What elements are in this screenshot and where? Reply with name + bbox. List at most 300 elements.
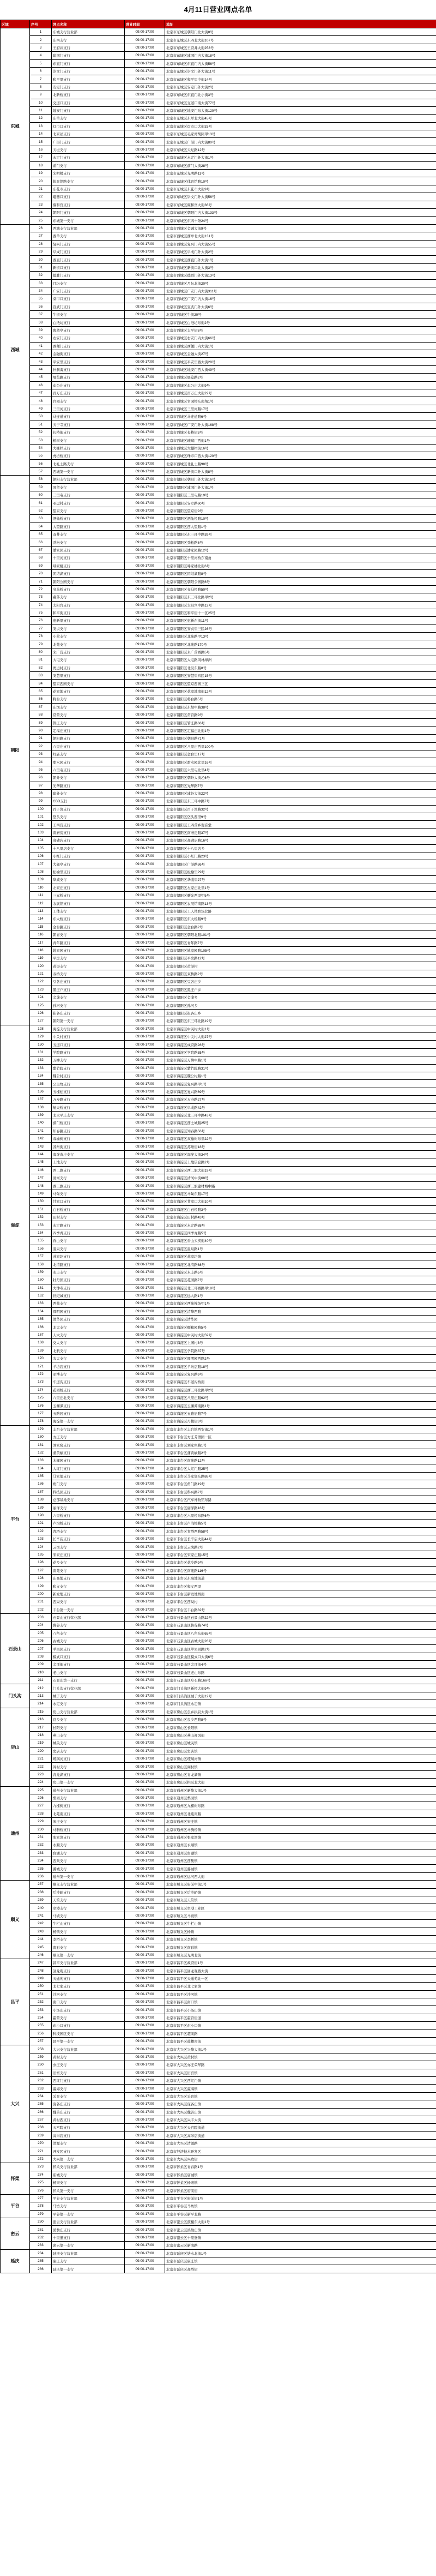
branch-name-cell: 总部基地支行 <box>52 1496 125 1504</box>
seq-cell: 169 <box>30 1347 52 1354</box>
address-cell: 北京市丰台区东高地街道 <box>165 1574 436 1582</box>
table-row <box>1 962 436 970</box>
address-cell: 北京市朝阳区崔各庄乡 <box>165 1009 436 1017</box>
branch-name-cell: 白石桥支行 <box>52 1205 125 1213</box>
table-row <box>1 578 436 585</box>
hours-cell: 09:00-17:00 <box>125 1590 165 1598</box>
table-row <box>1 1881 436 1888</box>
address-cell: 北京市朝阳区望京街9号 <box>165 507 436 514</box>
seq-cell: 279 <box>30 2210 52 2218</box>
address-cell: 北京市西城区德胜门外大街13号 <box>165 272 436 279</box>
hours-cell: 09:00-17:00 <box>125 1818 165 1826</box>
address-cell: 北京市海淀区中关村大街1号 <box>165 1025 436 1032</box>
hours-cell: 09:00-17:00 <box>125 170 165 177</box>
address-cell: 北京市朝阳区东三环北路19号 <box>165 1017 436 1025</box>
seq-cell: 190 <box>30 1511 52 1519</box>
seq-cell: 172 <box>30 1370 52 1378</box>
branch-name-cell: 黄村西支行 <box>52 2116 125 2123</box>
address-cell: 北京市丰台区方庄芳群园一区 <box>165 1433 436 1440</box>
table-row <box>1 2076 436 2084</box>
table-row <box>1 2029 436 2037</box>
branch-name-cell: 朝阳支行营业部 <box>52 476 125 483</box>
hours-cell: 09:00-17:00 <box>125 1920 165 1928</box>
table-row <box>1 1457 436 1464</box>
table-row <box>1 2061 436 2069</box>
hours-cell: 09:00-17:00 <box>125 1629 165 1637</box>
hours-cell: 09:00-17:00 <box>125 1763 165 1770</box>
address-cell: 北京市朝阳区团结湖路8号 <box>165 569 436 577</box>
branch-name-cell: 大兴支行营业部 <box>52 2045 125 2053</box>
branch-name-cell: 通州第一支行 <box>52 1872 125 1880</box>
hours-cell: 09:00-17:00 <box>125 1143 165 1150</box>
hours-cell: 09:00-17:00 <box>125 272 165 279</box>
branch-name-cell: 大红门支行 <box>52 1464 125 1472</box>
table-row <box>1 263 436 271</box>
hours-cell: 09:00-17:00 <box>125 240 165 248</box>
table-row <box>1 2179 436 2187</box>
address-cell: 北京市通州区西集镇 <box>165 1857 436 1865</box>
hours-cell: 09:00-17:00 <box>125 680 165 687</box>
branch-name-cell: 万柳支行 <box>52 1056 125 1064</box>
branch-name-cell: 平安里支行 <box>52 358 125 365</box>
branch-name-cell: 角门支行 <box>52 1480 125 1488</box>
table-row <box>1 1731 436 1739</box>
seq-cell: 230 <box>30 1826 52 1833</box>
address-cell: 北京市西城区广安门外大街168号 <box>165 421 436 428</box>
hours-cell: 09:00-17:00 <box>125 569 165 577</box>
seq-cell: 170 <box>30 1355 52 1362</box>
table-row <box>1 1198 436 1205</box>
table-row <box>1 1943 436 1951</box>
seq-cell: 68 <box>30 554 52 562</box>
address-cell: 北京市海淀区上园村3号 <box>165 1339 436 1347</box>
seq-cell: 106 <box>30 852 52 860</box>
address-cell: 北京市朝阳区朝阳路71号 <box>165 735 436 742</box>
hours-cell: 09:00-17:00 <box>125 2233 165 2241</box>
seq-cell: 35 <box>30 295 52 303</box>
table-row <box>1 726 436 734</box>
seq-cell: 118 <box>30 946 52 954</box>
table-row <box>1 1622 436 1629</box>
branch-name-cell: 马坡支行 <box>52 1912 125 1919</box>
table-row <box>1 1268 436 1276</box>
address-cell: 北京市西城区新街口外大街8号 <box>165 467 436 475</box>
seq-cell: 274 <box>30 2171 52 2178</box>
hours-cell: 09:00-17:00 <box>125 2029 165 2037</box>
address-cell: 北京市东城区朝阳门北大街8号 <box>165 28 436 36</box>
hours-cell: 09:00-17:00 <box>125 719 165 726</box>
address-cell: 北京市朝阳区农展馆南路13号 <box>165 899 436 907</box>
branch-name-cell: 东花市支行 <box>52 185 125 193</box>
seq-cell: 66 <box>30 538 52 546</box>
table-row <box>1 1724 436 1731</box>
hours-cell: 09:00-17:00 <box>125 1048 165 1056</box>
address-cell: 北京市朝阳区王四营乡观音堂 <box>165 821 436 828</box>
hours-cell: 09:00-17:00 <box>125 208 165 216</box>
address-cell: 北京市密云区十里堡镇 <box>165 2233 436 2241</box>
address-cell: 北京市房山区长阳镇 <box>165 1724 436 1731</box>
hours-cell: 09:00-17:00 <box>125 177 165 185</box>
address-cell: 北京市房山区青龙湖镇 <box>165 1770 436 1778</box>
address-cell: 北京市朝阳区青年路7号 <box>165 939 436 946</box>
seq-cell: 256 <box>30 2029 52 2037</box>
branch-name-cell: 崇文门支行 <box>52 67 125 75</box>
hours-cell: 09:00-17:00 <box>125 389 165 397</box>
address-cell: 北京市海淀区玉渊潭南路1号 <box>165 1402 436 1409</box>
address-cell: 北京市西城区西直门外大街1号 <box>165 256 436 263</box>
seq-cell: 199 <box>30 1582 52 1590</box>
address-cell: 北京市怀柔区庙城镇 <box>165 2171 436 2178</box>
seq-cell: 104 <box>30 837 52 844</box>
address-cell: 北京市石景山区阜石路166号 <box>165 1677 436 1684</box>
branch-name-cell: 亚运村支行 <box>52 499 125 507</box>
seq-cell: 176 <box>30 1402 52 1409</box>
hours-cell: 09:00-17:00 <box>125 648 165 656</box>
hours-cell: 09:00-17:00 <box>125 1535 165 1543</box>
hours-cell: 09:00-17:00 <box>125 476 165 483</box>
table-row <box>1 978 436 986</box>
seq-cell: 125 <box>30 1001 52 1009</box>
hours-cell: 09:00-17:00 <box>125 295 165 303</box>
seq-cell: 53 <box>30 436 52 444</box>
branch-name-cell: 西直门支行 <box>52 256 125 263</box>
seq-cell: 3 <box>30 44 52 51</box>
table-row <box>1 248 436 255</box>
table-row <box>1 1629 436 1637</box>
address-cell: 北京市朝阳区东三环中路39号 <box>165 531 436 538</box>
seq-cell: 77 <box>30 625 52 632</box>
hours-cell: 09:00-17:00 <box>125 1857 165 1865</box>
seq-cell: 130 <box>30 1041 52 1048</box>
address-cell: 北京市昌平区霍营街道 <box>165 2014 436 2021</box>
branch-name-cell: 酒仙桥支行 <box>52 515 125 523</box>
hours-cell: 09:00-17:00 <box>125 742 165 750</box>
seq-cell: 277 <box>30 2194 52 2202</box>
seq-cell: 275 <box>30 2179 52 2187</box>
table-row <box>1 1418 436 1425</box>
seq-cell: 137 <box>30 1096 52 1103</box>
address-cell: 北京市西城区金融大街9号 <box>165 224 436 232</box>
table-row <box>1 1182 436 1190</box>
branch-name-cell: 航天桥支行 <box>52 1103 125 1111</box>
address-cell: 北京市朝阳区六里屯北里4号 <box>165 766 436 773</box>
table-row <box>1 2022 436 2029</box>
branch-name-cell: 亦庄支行 <box>52 2061 125 2069</box>
address-cell: 北京市西城区广安门内大街311号 <box>165 287 436 295</box>
address-cell: 北京市门头沟区永定镇 <box>165 1700 436 1708</box>
branch-name-cell: 东城第一支行 <box>52 217 125 224</box>
seq-cell: 233 <box>30 1849 52 1857</box>
hours-cell: 09:00-17:00 <box>125 1653 165 1660</box>
branch-name-cell: 大钟寺支行 <box>52 1284 125 1292</box>
hours-cell: 09:00-17:00 <box>125 365 165 373</box>
branch-name-cell: 花家地支行 <box>52 687 125 695</box>
branch-name-cell: 天宁寺支行 <box>52 421 125 428</box>
seq-cell: 221 <box>30 1755 52 1762</box>
hours-cell: 09:00-17:00 <box>125 1692 165 1700</box>
seq-cell: 259 <box>30 2053 52 2061</box>
address-cell: 北京市海淀区学院路37号 <box>165 1347 436 1354</box>
address-cell: 北京市朝阳区花家地南街12号 <box>165 687 436 695</box>
branch-name-cell: 百万庄支行 <box>52 389 125 397</box>
seq-cell: 43 <box>30 358 52 365</box>
branch-name-cell: 德胜门支行 <box>52 272 125 279</box>
seq-cell: 145 <box>30 1158 52 1166</box>
district-cell: 房山 <box>1 1708 30 1786</box>
seq-cell: 25 <box>30 217 52 224</box>
seq-cell: 209 <box>30 1661 52 1668</box>
branch-name-cell: 阜成门支行 <box>52 248 125 255</box>
branch-name-cell: 东四支行 <box>52 36 125 44</box>
table-row <box>1 1959 436 1967</box>
address-cell: 北京市海淀区清华西路 <box>165 1307 436 1315</box>
seq-cell: 227 <box>30 1802 52 1810</box>
address-cell: 北京市朝阳区大屯路风林绿洲 <box>165 656 436 664</box>
branch-name-cell: 牡丹园支行 <box>52 1276 125 1284</box>
branch-name-cell: 安贞支行 <box>52 625 125 632</box>
branch-name-cell: 马驹桥支行 <box>52 1826 125 1833</box>
address-cell: 北京市丰台区角门路19号 <box>165 1480 436 1488</box>
hours-cell: 09:00-17:00 <box>125 193 165 201</box>
branch-name-cell: 双榆树支行 <box>52 1135 125 1143</box>
branch-name-cell: 小红门支行 <box>52 852 125 860</box>
address-cell: 北京市朝阳区十八里店乡 <box>165 844 436 852</box>
seq-cell: 86 <box>30 695 52 703</box>
branch-name-cell: 什刹海支行 <box>52 365 125 373</box>
branch-name-cell: 后沙峪支行 <box>52 1888 125 1896</box>
address-cell: 北京市丰台区花乡路9号 <box>165 1559 436 1566</box>
table-row <box>1 2147 436 2155</box>
seq-cell: 97 <box>30 782 52 789</box>
address-cell: 北京市昌平区沙河镇 <box>165 1990 436 1998</box>
table-row <box>1 106 436 114</box>
address-cell: 北京市朝阳区安立路60号 <box>165 499 436 507</box>
seq-cell: 71 <box>30 578 52 585</box>
branch-name-cell: 前门支行 <box>52 161 125 169</box>
table-row <box>1 1300 436 1307</box>
seq-cell: 251 <box>30 1990 52 1998</box>
seq-cell: 46 <box>30 381 52 389</box>
branch-name-cell: 怀柔第一支行 <box>52 2187 125 2194</box>
branch-name-cell: 天竺支行 <box>52 1896 125 1904</box>
district-cell: 大兴 <box>1 2045 30 2163</box>
hours-cell: 09:00-17:00 <box>125 2108 165 2116</box>
address-cell: 北京市海淀区海淀大街34号 <box>165 1150 436 1158</box>
hours-cell: 09:00-17:00 <box>125 1700 165 1708</box>
seq-cell: 60 <box>30 491 52 499</box>
branch-name-cell: 椿树支行 <box>52 436 125 444</box>
hours-cell: 09:00-17:00 <box>125 154 165 161</box>
hours-cell: 09:00-17:00 <box>125 664 165 671</box>
branch-name-cell: 安定门支行 <box>52 83 125 91</box>
seq-cell: 267 <box>30 2116 52 2123</box>
address-cell: 北京市怀柔区府前街 <box>165 2187 436 2194</box>
address-cell: 北京市朝阳区东大桥路9号 <box>165 915 436 923</box>
table-row <box>1 130 436 138</box>
district-cell: 朝阳 <box>1 476 30 1025</box>
branch-name-cell: 复兴门支行 <box>52 240 125 248</box>
table-row <box>1 491 436 499</box>
branch-name-cell: 西城支行营业部 <box>52 224 125 232</box>
branch-name-cell: 南磨房支行 <box>52 828 125 836</box>
seq-cell: 157 <box>30 1252 52 1260</box>
table-row <box>1 640 436 648</box>
address-cell: 北京市朝阳区将台路5号 <box>165 695 436 703</box>
table-row <box>1 358 436 365</box>
address-cell: 北京市朝阳区朝阳门外大街16号 <box>165 476 436 483</box>
hours-cell: 09:00-17:00 <box>125 2022 165 2029</box>
hours-cell: 09:00-17:00 <box>125 609 165 616</box>
table-row <box>1 585 436 593</box>
table-row <box>1 1096 436 1103</box>
branch-name-cell: 公主坟支行 <box>52 1080 125 1088</box>
seq-cell: 100 <box>30 805 52 813</box>
address-cell: 北京市海淀区远大路1号 <box>165 1292 436 1299</box>
seq-cell: 14 <box>30 130 52 138</box>
address-cell: 北京市昌平区东小口镇 <box>165 2022 436 2029</box>
address-cell: 北京市西城区广安门内大街16号 <box>165 295 436 303</box>
seq-cell: 2 <box>30 36 52 44</box>
address-cell: 北京市东城区前门大街28号 <box>165 161 436 169</box>
seq-cell: 180 <box>30 1433 52 1440</box>
address-cell: 北京市西城区马连道路6号 <box>165 413 436 421</box>
address-cell: 北京市丰台区西局村 <box>165 1598 436 1606</box>
address-cell: 北京市东城区崇文门外大街11号 <box>165 67 436 75</box>
address-cell: 北京市朝阳区东三环北路甲2号 <box>165 593 436 601</box>
table-row <box>1 311 436 319</box>
table-row <box>1 1386 436 1394</box>
table-row <box>1 876 436 884</box>
seq-cell: 55 <box>30 452 52 460</box>
hours-cell: 09:00-17:00 <box>125 460 165 467</box>
hours-cell: 09:00-17:00 <box>125 436 165 444</box>
branch-name-cell: 东单支行 <box>52 115 125 122</box>
seq-cell: 9 <box>30 91 52 99</box>
table-row <box>1 1166 436 1174</box>
seq-cell: 191 <box>30 1520 52 1527</box>
table-row <box>1 633 436 640</box>
branch-name-cell: 天坛支行 <box>52 146 125 153</box>
table-row <box>1 476 436 483</box>
address-cell: 北京市海淀区北三环西路甲18号 <box>165 1284 436 1292</box>
seq-cell: 132 <box>30 1056 52 1064</box>
hours-cell: 09:00-17:00 <box>125 899 165 907</box>
branch-name-cell: 和义支行 <box>52 1582 125 1590</box>
seq-cell: 270 <box>30 2140 52 2147</box>
table-row <box>1 695 436 703</box>
hours-cell: 09:00-17:00 <box>125 640 165 648</box>
address-cell: 北京市朝阳区松榆里29号 <box>165 868 436 875</box>
hours-cell: 09:00-17:00 <box>125 1661 165 1668</box>
seq-cell: 225 <box>30 1786 52 1794</box>
branch-name-cell: 呼家楼支行 <box>52 562 125 569</box>
hours-cell: 09:00-17:00 <box>125 2061 165 2069</box>
address-cell: 北京市昌平区政府街1号 <box>165 1959 436 1967</box>
table-row <box>1 1527 436 1535</box>
branch-name-cell: 白纸坊支行 <box>52 319 125 326</box>
branch-name-cell: 五棵松支行 <box>52 1088 125 1095</box>
table-row <box>1 1237 436 1245</box>
hours-cell: 09:00-17:00 <box>125 161 165 169</box>
address-cell: 北京市海淀区马甸东路17号 <box>165 1190 436 1197</box>
table-row <box>1 1064 436 1072</box>
branch-name-cell: 建国门支行 <box>52 52 125 59</box>
hours-cell: 09:00-17:00 <box>125 1056 165 1064</box>
seq-cell: 78 <box>30 633 52 640</box>
branch-name-cell: 王四营支行 <box>52 821 125 828</box>
seq-cell: 249 <box>30 1974 52 1982</box>
seq-cell: 133 <box>30 1064 52 1072</box>
table-row <box>1 154 436 161</box>
seq-cell: 283 <box>30 2242 52 2249</box>
branch-name-cell: 五路居支行 <box>52 1409 125 1417</box>
branch-name-cell: 昌平支行营业部 <box>52 1959 125 1967</box>
hours-cell: 09:00-17:00 <box>125 828 165 836</box>
table-row <box>1 75 436 83</box>
branch-name-cell: 苏州街支行 <box>52 1143 125 1150</box>
table-row <box>1 2140 436 2147</box>
branch-name-cell: 来广营支行 <box>52 648 125 656</box>
seq-cell: 268 <box>30 2124 52 2131</box>
address-cell: 北京市东城区建国门内大街18号 <box>165 52 436 59</box>
table-header-row <box>1 20 436 28</box>
table-row <box>1 1056 436 1064</box>
branch-name-cell: 古城支行 <box>52 1637 125 1645</box>
table-row <box>1 1590 436 1598</box>
hours-cell: 09:00-17:00 <box>125 805 165 813</box>
hours-cell: 09:00-17:00 <box>125 1409 165 1417</box>
branch-name-cell: 黄村支行 <box>52 2053 125 2061</box>
address-cell: 北京市朝阳区安贞里三区26号 <box>165 625 436 632</box>
table-row <box>1 821 436 828</box>
table-row <box>1 2006 436 2014</box>
address-cell: 北京市昌平区鼓楼南街 <box>165 2038 436 2045</box>
seq-cell: 5 <box>30 59 52 67</box>
address-cell: 北京市朝阳区十里河桥东南角 <box>165 554 436 562</box>
hours-cell: 09:00-17:00 <box>125 946 165 954</box>
seq-cell: 99 <box>30 797 52 805</box>
address-cell: 北京市海淀区西二旗大街19号 <box>165 1166 436 1174</box>
branch-name-cell: 西集支行 <box>52 1857 125 1865</box>
address-cell: 北京市海淀区北三环中路43号 <box>165 1111 436 1119</box>
seq-cell: 88 <box>30 711 52 718</box>
seq-cell: 207 <box>30 1645 52 1653</box>
branch-name-cell: 亮马桥支行 <box>52 585 125 593</box>
table-row <box>1 1935 436 1943</box>
table-row <box>1 1072 436 1079</box>
address-cell: 北京市朝阳区常营路9号 <box>165 711 436 718</box>
address-cell: 北京市西城区车公庄大街9号 <box>165 381 436 389</box>
address-cell: 北京市朝阳区来广营西路5号 <box>165 648 436 656</box>
table-row <box>1 381 436 389</box>
hours-cell: 09:00-17:00 <box>125 1613 165 1621</box>
seq-cell: 189 <box>30 1504 52 1511</box>
hours-cell: 09:00-17:00 <box>125 617 165 625</box>
seq-cell: 61 <box>30 499 52 507</box>
hours-cell: 09:00-17:00 <box>125 2226 165 2233</box>
branch-name-cell: 交大支行 <box>52 1339 125 1347</box>
branch-name-cell: 上地支行 <box>52 1158 125 1166</box>
hours-cell: 09:00-17:00 <box>125 256 165 263</box>
hours-cell: 09:00-17:00 <box>125 703 165 711</box>
address-cell: 北京市西城区平安里西大街28号 <box>165 358 436 365</box>
district-cell: 门头沟 <box>1 1684 30 1708</box>
seq-cell: 163 <box>30 1300 52 1307</box>
branch-name-cell: 紫竹院支行 <box>52 1064 125 1072</box>
table-row <box>1 954 436 962</box>
branch-name-cell: 农大支行 <box>52 1355 125 1362</box>
branch-name-cell: 燕山支行 <box>52 1731 125 1739</box>
